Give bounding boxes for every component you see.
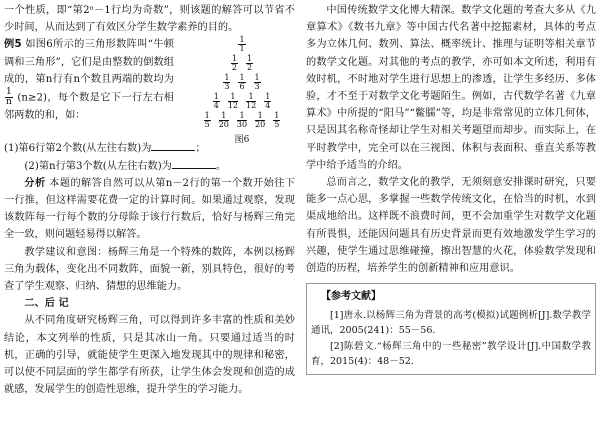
triangle-entry: $\frac{1}{5}$ xyxy=(204,111,210,130)
triangle-row xyxy=(188,36,296,53)
answer-blank-2[interactable] xyxy=(172,158,216,169)
example-text-b: (n≥2)，每个数是它下一行左右相邻两数的和，如： xyxy=(4,92,174,122)
triangle-entry: $\frac{1}{2}$ xyxy=(247,54,253,73)
triangle-entry: $\frac{1}{12}$ xyxy=(246,92,257,111)
triangle-entry: $\frac{1}{20}$ xyxy=(218,111,229,130)
figure-caption: 图6 xyxy=(234,135,250,146)
triangle-entry: $\frac{1}{30}$ xyxy=(236,111,248,130)
analysis-label: 分析 xyxy=(24,177,46,189)
triangle-entry: $\frac{1}{3}$ xyxy=(224,73,230,92)
reference-item: [2]陈碧文.“杨辉三角中的一些秘密”教学设计[J].中国数学教育，2015(4)：48－52. xyxy=(311,340,591,368)
triangle-entry: $\frac{1}{6}$ xyxy=(239,73,245,92)
culture-paragraph: 中国传统数学文化博大精深。数学文化题的考查大多从《九章算术》《数书九章》等中国古代名著中挖掘素材，具体的考点多为立体几何、数列、算法、概率统计、推理与证明等相关章节的数学文化题。对其他的考点的教学，亦可如本文所述，利用有效时机，不时地对学生进行思想上的渗透，让学生多经历、多体验，才不至于对数学文化考题陌生。例如，古代数学名著《九章算术》中所提的“阳马”“鳖臑”等，均是非常常见的立体几何体，只是因其名称奇怪却让学生对相关考题望而却步。而实际上，在平时教学中，完全可以在三视图、体积与表面积、垂直关系等教学中给予适当的介绍。 xyxy=(306,5,596,171)
newton-harmonic-triangle-figure xyxy=(188,36,296,144)
triangle-entry: $\frac{1}{5}$ xyxy=(274,111,280,130)
example-block xyxy=(4,35,295,146)
triangle-row xyxy=(188,74,296,91)
left-column xyxy=(4,2,295,398)
triangle-entry: $\frac{1}{1}$ xyxy=(239,35,245,54)
triangle-entry: $\frac{1}{4}$ xyxy=(265,92,271,111)
example-fraction: $\frac{1}{n}$ xyxy=(5,87,12,108)
references-title: 【参考文献】 xyxy=(321,291,381,303)
right-column xyxy=(306,2,596,375)
triangle-row xyxy=(188,112,296,129)
question-1: (1)第6行第2个数(从左往右数)为 ； xyxy=(4,140,295,157)
paragraph-intro: 一个性质，即“第2ⁿ－1行均为奇数”，则该题的解答可以节省不少时间，从而达到了有效区分学生数学素养的目的。 xyxy=(4,5,295,34)
example-text-a: 如图6所示的三角形数阵叫“牛顿调和三角形”，它们是由整数的倒数组成的，第n行有n个数且两端的数均为 xyxy=(4,39,174,85)
section-heading: 二、后 记 xyxy=(24,298,69,310)
references-box xyxy=(306,283,596,375)
triangle-entry: $\frac{1}{12}$ xyxy=(227,92,238,111)
reference-item: [1]唐永.以杨辉三角为背景的高考(模拟)试题例析[J].数学教学通讯，2005(241)：55－56. xyxy=(311,309,591,337)
triangle-entry: $\frac{1}{20}$ xyxy=(255,111,266,130)
triangle-entry: $\frac{1}{3}$ xyxy=(254,73,260,92)
triangle-entry: $\frac{1}{2}$ xyxy=(231,54,237,73)
summary-paragraph: 总而言之，数学文化的教学，无须刻意安排课时研究，只要能多一点心思，多掌握一些数学传统文化，在恰当的时机，水到渠成地给出。这样既不浪费时间，更不会加重学生对数学文化题有所畏惧，还能因问题具有历史背景而更有效地激发学生学习的兴趣，使学生通过思维碰撞，擦出智慧的火花，体验数学发现和创造的历程，培养学生的创新精神和应用意识。 xyxy=(306,177,596,275)
triangle-entry: $\frac{1}{4}$ xyxy=(213,92,219,111)
example-label: 例5 xyxy=(4,39,22,51)
triangle-row xyxy=(188,55,296,72)
question-2: (2)第n行第3个数(从左往右数)为 。 xyxy=(4,158,295,175)
triangle-row xyxy=(188,93,296,110)
example-statement xyxy=(4,36,174,124)
analysis-paragraph: 分析 本题的解答自然可以从第n－2行的第一个数开始往下一行推，但这样需要花费一定的计算时间。如果通过观察，发现该数阵每一行每个数的分母除于该行行数后，恰好与杨辉三角完全一致，则问题轻易得以解答。 xyxy=(4,177,296,241)
postscript-paragraph: 从不同角度研究杨辉三角，可以得到许多丰富的性质和美妙结论，本文列举的性质，只是其冰山一角。只要通过适当的时机，正确的引导，就能使学生更深入地发现其中的规律和秘密，可以使不同层面的学生都学有所获，让学生体会发现和创造的成就感，发展学生的创造性思维，提升学生的学习能力。 xyxy=(4,315,295,396)
teaching-suggestion: 教学建议和意图：杨辉三角是一个特殊的数阵，本例以杨辉三角为载体，变化出不同数阵，面貌一新，别具特色，很好的考查了学生观察、归纳、猜想的思维能力。 xyxy=(4,246,295,293)
